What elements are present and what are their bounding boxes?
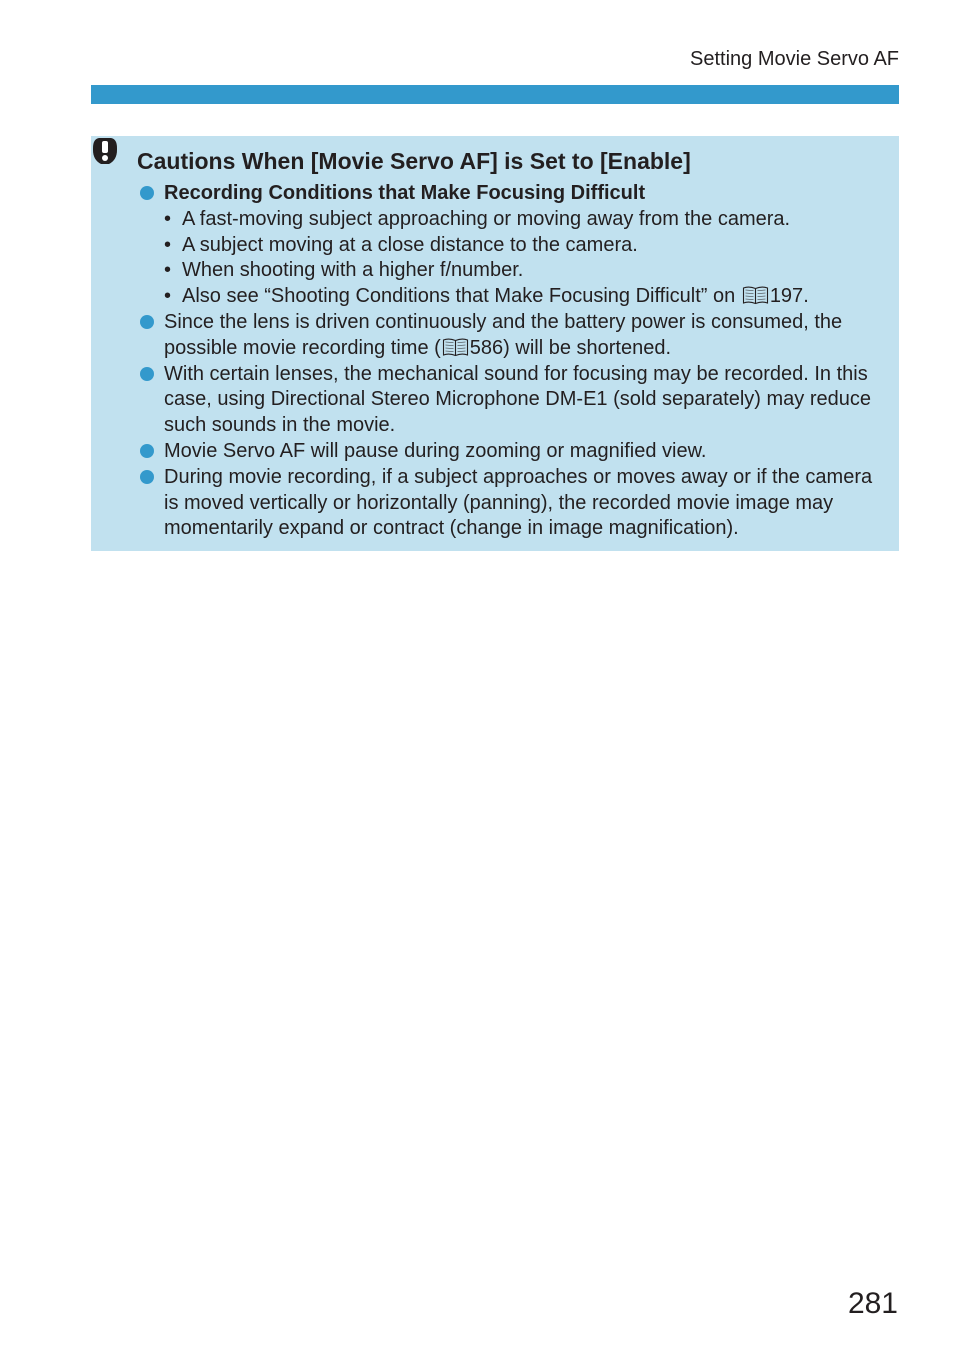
list-item [137, 362, 877, 439]
sub-item-text: A subject moving at a close distance to the camera. [182, 233, 638, 256]
page-number: 281 [847, 1287, 898, 1320]
page-reference: 197 [769, 285, 804, 308]
header-bar [91, 85, 899, 104]
section-title: Setting Movie Servo AF [690, 48, 899, 70]
bullet-text: With certain lenses, the mechanical sound for focusing may be recorded. In this case, using Directional Stereo Microphone DM-E1 (sold separately) may reduce such sounds in the movie. [164, 362, 871, 437]
list-item [137, 310, 877, 362]
list-item [137, 439, 877, 465]
sub-list-item [137, 207, 877, 233]
sub-item-text: A fast-moving subject approaching or moving away from the camera. [182, 207, 791, 230]
list-item [137, 181, 877, 207]
sub-list-item [137, 284, 877, 310]
list-item [137, 465, 877, 542]
page-reference: 586 [469, 336, 504, 359]
bullet-dot [140, 186, 154, 200]
sub-list-item [137, 233, 877, 259]
caution-content [137, 181, 877, 542]
sub-bullet-mark: • [164, 259, 172, 282]
sub-item-text: Also see “Shooting Conditions that Make Focusing Difficult” on [182, 285, 741, 308]
bullet-text-end: ) will be shortened. [503, 336, 672, 359]
sub-list-item [137, 258, 877, 284]
sub-item-text: When shooting with a higher f/number. [182, 259, 524, 282]
bullet-text: Movie Servo AF will pause during zooming or magnified view. [164, 439, 707, 462]
bullet-dot [140, 444, 154, 458]
sub-bullet-mark: • [164, 233, 172, 256]
caution-title: Cautions When [Movie Servo AF] is Set to [Enable] [137, 148, 691, 174]
book-icon [742, 285, 769, 305]
caution-icon [91, 136, 119, 166]
bullet-text: Since the lens is driven continuously and the battery power is consumed, the possible movie recording time ( [164, 310, 843, 359]
sub-bullet-mark: • [164, 207, 172, 230]
bullet-text: During movie recording, if a subject approaches or moves away or if the camera is moved vertically or horizontally (panning), the recorded movie image may momentarily expand or contract (change in image magnification). [164, 465, 873, 540]
bullet-dot [140, 315, 154, 329]
sub-bullet-mark: • [164, 285, 172, 308]
book-icon [442, 337, 469, 357]
bullet-heading: Recording Conditions that Make Focusing Difficult [164, 182, 646, 204]
bullet-dot [140, 367, 154, 381]
sub-item-text-end: . [803, 285, 809, 308]
bullet-dot [140, 470, 154, 484]
caution-box [91, 136, 899, 551]
